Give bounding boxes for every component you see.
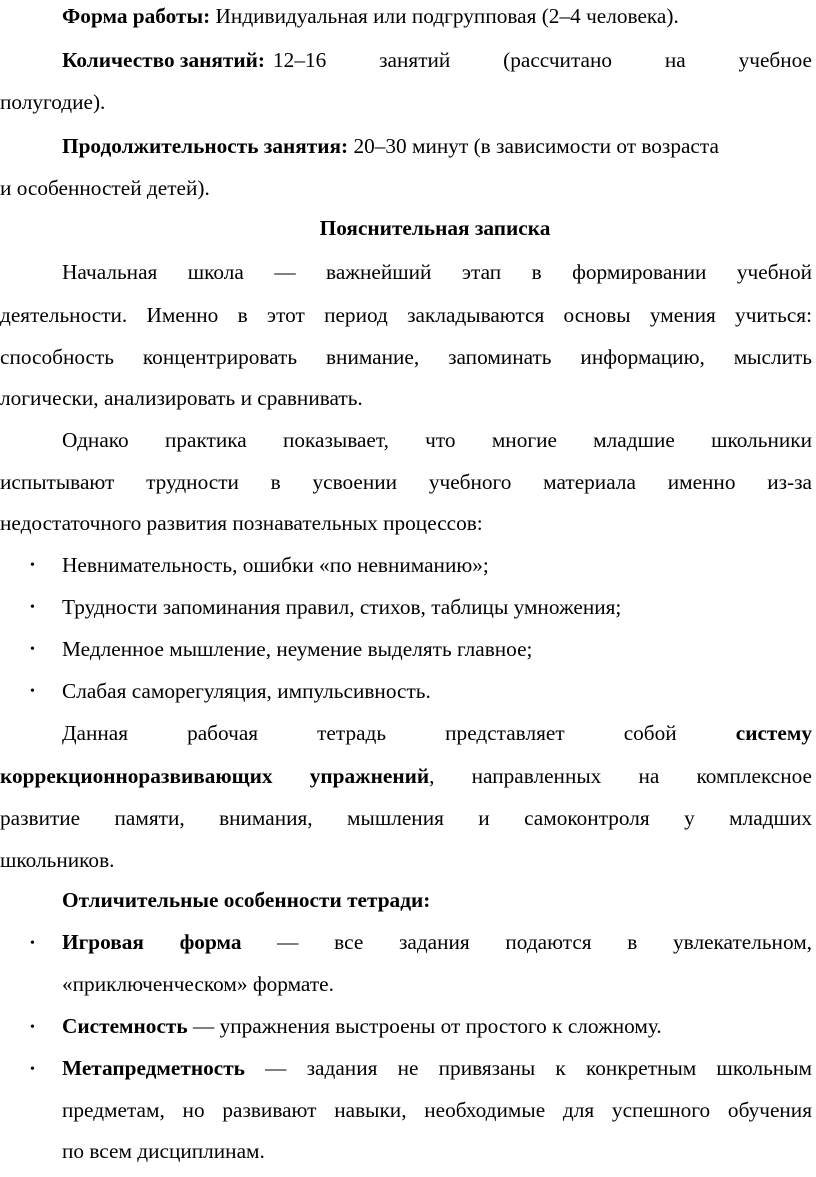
lessons-count-value: 12–16 занятий (рассчитано на учебное [273,48,812,72]
duration-label: Продолжительность занятия: [62,134,349,158]
list-bullet: • [30,1062,35,1077]
list-bullet: • [30,684,35,699]
list-item: Медленное мышление, неумение выделять главное; [62,637,533,661]
section-title-text: Пояснительная записка [319,216,551,240]
list-bullet: • [30,1020,35,1035]
para3-line-1-bold: систему [735,721,812,745]
para1-line-3: способность концентрировать внимание, запоминать информацию, мыслить [0,345,812,369]
feature-item-continuation: «приключенческом» формате. [62,972,334,996]
duration-value: 20–30 минут (в зависимости от возраста [348,134,719,158]
section-title [0,216,816,240]
feature-term: Системность [62,1014,188,1038]
para2-line-1: Однако практика показывает, что многие младшие школьники [62,428,812,452]
feature-text: — задания не привязаны к конкретным школьным [244,1056,812,1080]
feature-term: Игровая форма [62,930,242,954]
lessons-count-continuation: полугодие). [0,90,106,114]
features-title [62,888,812,912]
para3-line-3: развитие памяти, внимания, мышления и самоконтроля у младших [0,806,812,830]
feature-item-continuation: предметам, но развивают навыки, необходимые для успешного обучения [62,1098,812,1122]
feature-text: — все задания подаются в увлекательном, [241,930,812,954]
form-of-work-value: Индивидуальная или подгрупповая (2–4 человека). [210,4,679,28]
para1-line-2: деятельности. Именно в этот период закладываются основы умения учиться: [0,303,812,327]
lessons-count-line [62,48,812,72]
para1-line-4: логически, анализировать и сравнивать. [0,386,363,410]
para1-line-1: Начальная школа — важнейший этап в формировании учебной [62,260,812,284]
feature-item-systematic [62,1014,812,1038]
para3-line-1-text: Данная рабочая тетрадь представляет собой [62,721,677,745]
para3-line-4: школьников. [0,848,115,872]
form-of-work-line [62,4,812,28]
list-bullet: • [30,936,35,951]
feature-text: — упражнения выстроены от простого к сложному. [187,1014,662,1038]
para3-line-1 [62,721,812,745]
para2-line-2: испытывают трудности в усвоении учебного материала именно из-за [0,470,812,494]
para3-line-2 [0,764,812,788]
para2-line-3: недостаточного развития познавательных процессов: [0,511,483,535]
lessons-count-label: Количество занятий: [62,48,266,72]
para3-line-2-bold: коррекционноразвивающих упражнений [0,764,430,788]
form-of-work-label: Форма работы: [62,4,211,28]
list-item: Невнимательность, ошибки «по невниманию»; [62,553,489,577]
list-bullet: • [30,558,35,573]
feature-term: Метапредметность [62,1056,245,1080]
list-item: Трудности запоминания правил, стихов, таблицы умножения; [62,595,622,619]
list-item: Слабая саморегуляция, импульсивность. [62,679,431,703]
duration-continuation: и особенностей детей). [0,176,210,200]
duration-line [62,134,812,158]
list-bullet: • [30,642,35,657]
feature-item-metasubject [62,1056,812,1080]
features-title-text: Отличительные особенности тетради: [62,888,431,912]
para3-line-2-text: , направленных на комплексное [429,764,812,788]
feature-item-game-form [62,930,812,954]
feature-item-continuation: по всем дисциплинам. [62,1139,265,1163]
list-bullet: • [30,600,35,615]
